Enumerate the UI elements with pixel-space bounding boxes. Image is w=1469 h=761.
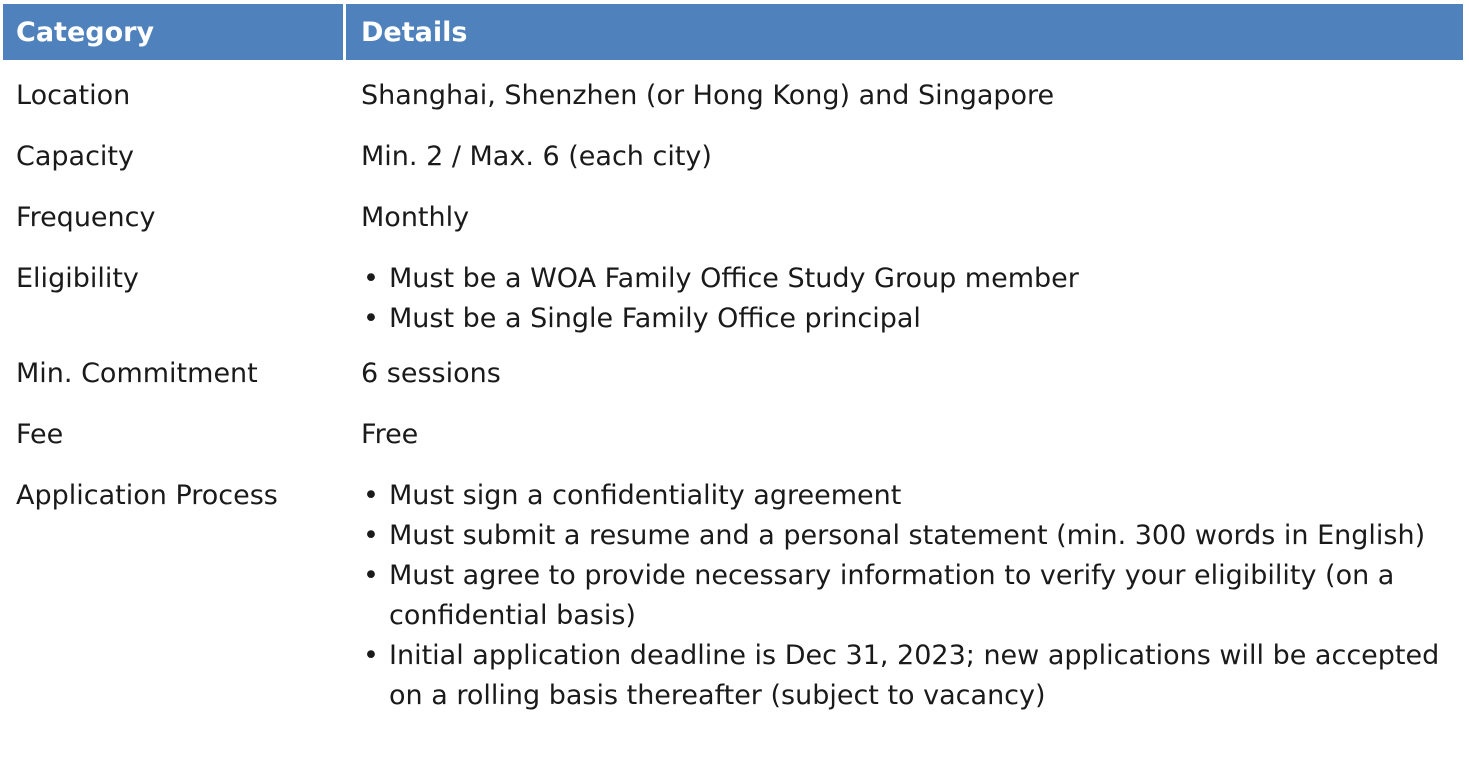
row-category: Application Process: [16, 480, 278, 511]
table-row-frequency: [3, 198, 1463, 238]
row-details: 6 sessions: [361, 358, 501, 389]
row-details: Free: [361, 419, 419, 450]
row-category: Capacity: [16, 141, 134, 172]
header-category: Category: [16, 16, 155, 48]
list-item: • Must agree to provide necessary information to verify your eligibility (on a confidential basis): [361, 556, 1463, 636]
row-category: Frequency: [16, 202, 156, 233]
row-category: Min. Commitment: [16, 358, 258, 389]
list-item: • Must submit a resume and a personal statement (min. 300 words in English): [361, 516, 1463, 556]
table-header: [3, 4, 1463, 60]
row-details: Min. 2 / Max. 6 (each city): [361, 141, 712, 172]
header-details: Details: [343, 4, 1463, 60]
row-details: [343, 259, 1463, 339]
table-row-application-process: [3, 476, 1463, 716]
table-row-location: [3, 76, 1463, 116]
row-details: [343, 476, 1463, 716]
list-item: • Must be a Single Family Office principal: [361, 299, 1463, 339]
list-item: • Must be a WOA Family Office Study Group member: [361, 259, 1463, 299]
table-row-eligibility: [3, 259, 1463, 339]
table-row-fee: [3, 415, 1463, 455]
row-category: Location: [16, 80, 131, 111]
row-details: Shanghai, Shenzhen (or Hong Kong) and Singapore: [361, 80, 1055, 111]
row-category: Fee: [16, 419, 64, 450]
list-item: • Must sign a confidentiality agreement: [361, 476, 1463, 516]
table-row-capacity: [3, 137, 1463, 177]
row-details: Monthly: [361, 202, 470, 233]
list-item: • Initial application deadline is Dec 31, 2023; new applications will be accepted on a rolling basis thereafter (subject to vacancy): [361, 636, 1463, 716]
row-category: Eligibility: [16, 263, 139, 294]
info-table: [3, 4, 1463, 716]
bullet-list: [361, 259, 1463, 339]
bullet-list: [361, 476, 1463, 716]
table-row-min-commitment: [3, 354, 1463, 394]
